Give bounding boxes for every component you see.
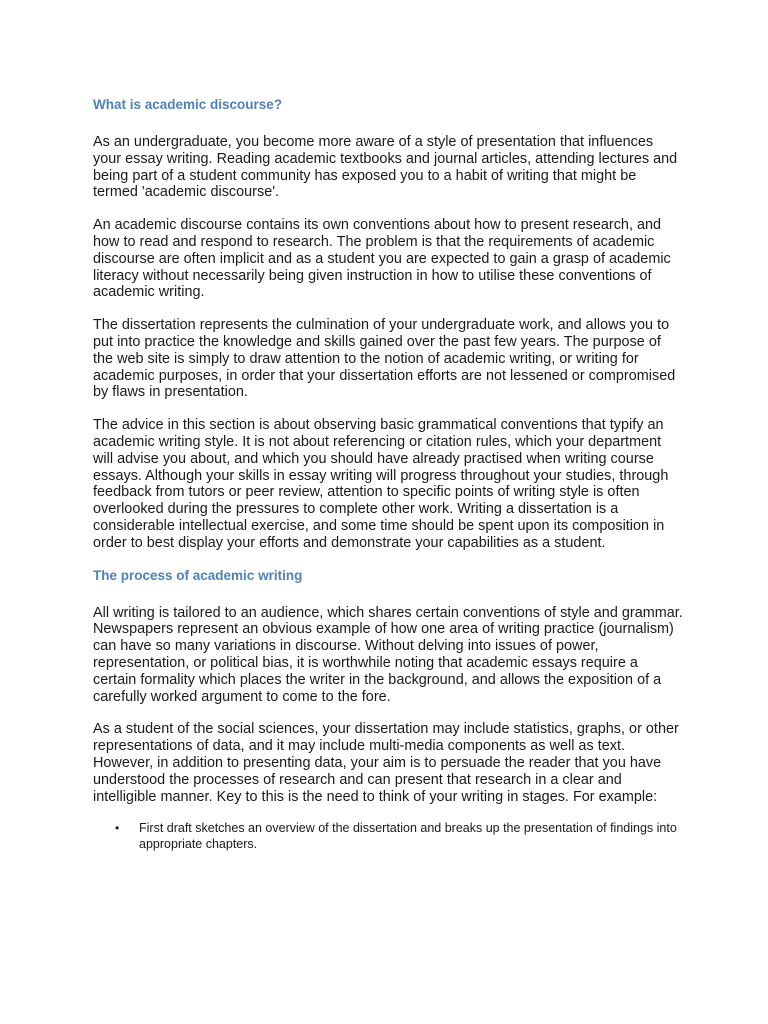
spacer bbox=[93, 113, 683, 134]
spacer bbox=[93, 201, 683, 217]
paragraph: An academic discourse contains its own conventions about how to present research, and how to read and respond to research. The problem is that the requirements of academic discourse are often implicit and as a student you are expected to gain a grasp of academic literacy without necessarily being given instruction in how to utilise these conventions of academic writing. bbox=[93, 217, 671, 301]
paragraph: The advice in this section is about observing basic grammatical conventions that typify an academic writing style. It is not about referencing or citation rules, which your department will advise you about, and which you should have already practised when writing course essays. Although your skills in essay writing will progress throughout your studies, through feedback from tutors or peer review, attention to specific points of writing style is often overlooked during the pressures to complete other work. Writing a dissertation is a considerable intellectual exercise, and some time should be spent upon its composition in order to best display your efforts and demonstrate your capabilities as a student. bbox=[93, 417, 669, 551]
document-page bbox=[93, 97, 683, 852]
paragraph: All writing is tailored to an audience, which shares certain conventions of style and grammar. Newspapers represent an obvious example of how one area of writing practice (journalism) can have so many variations in discourse. Without delving into issues of power, representation, or political bias, it is worthwhile noting that academic essays require a certain formality which places the writer in the background, and allows the exposition of a carefully worked argument to come to the fore. bbox=[93, 604, 683, 705]
paragraph: The dissertation represents the culmination of your undergraduate work, and allows you to put into practice the knowledge and skills gained over the past few years. The purpose of the web site is simply to draw attention to the notion of academic writing, or writing for academic purposes, in order that your dissertation efforts are not lessened or compromised by flaws in presentation. bbox=[93, 317, 676, 401]
list-item bbox=[93, 821, 683, 851]
spacer bbox=[93, 401, 683, 417]
list-item-text: First draft sketches an overview of the dissertation and breaks up the presentation of findings into appropriate chapters. bbox=[139, 821, 677, 851]
bullet-icon: • bbox=[115, 821, 120, 836]
spacer bbox=[93, 552, 683, 568]
paragraph: As an undergraduate, you become more aware of a style of presentation that influences your essay writing. Reading academic textbooks and journal articles, attending lectures and being part of a student community has exposed you to a habit of writing that might be termed 'academic discourse'. bbox=[93, 134, 678, 201]
spacer bbox=[93, 805, 683, 821]
section-heading-academic-discourse: What is academic discourse? bbox=[93, 97, 283, 112]
spacer bbox=[93, 584, 683, 605]
spacer bbox=[93, 301, 683, 317]
spacer bbox=[93, 705, 683, 721]
section-heading-process: The process of academic writing bbox=[93, 567, 303, 583]
bullet-list bbox=[93, 821, 683, 851]
paragraph: As a student of the social sciences, your dissertation may include statistics, graphs, or other representations of data, and it may include multi-media components as well as text. However, in addition to presenting data, your aim is to persuade the reader that you have understood the processes of research and can present that research in a clear and intelligible manner. Key to this is the need to think of your writing in stages. For example: bbox=[93, 721, 679, 805]
